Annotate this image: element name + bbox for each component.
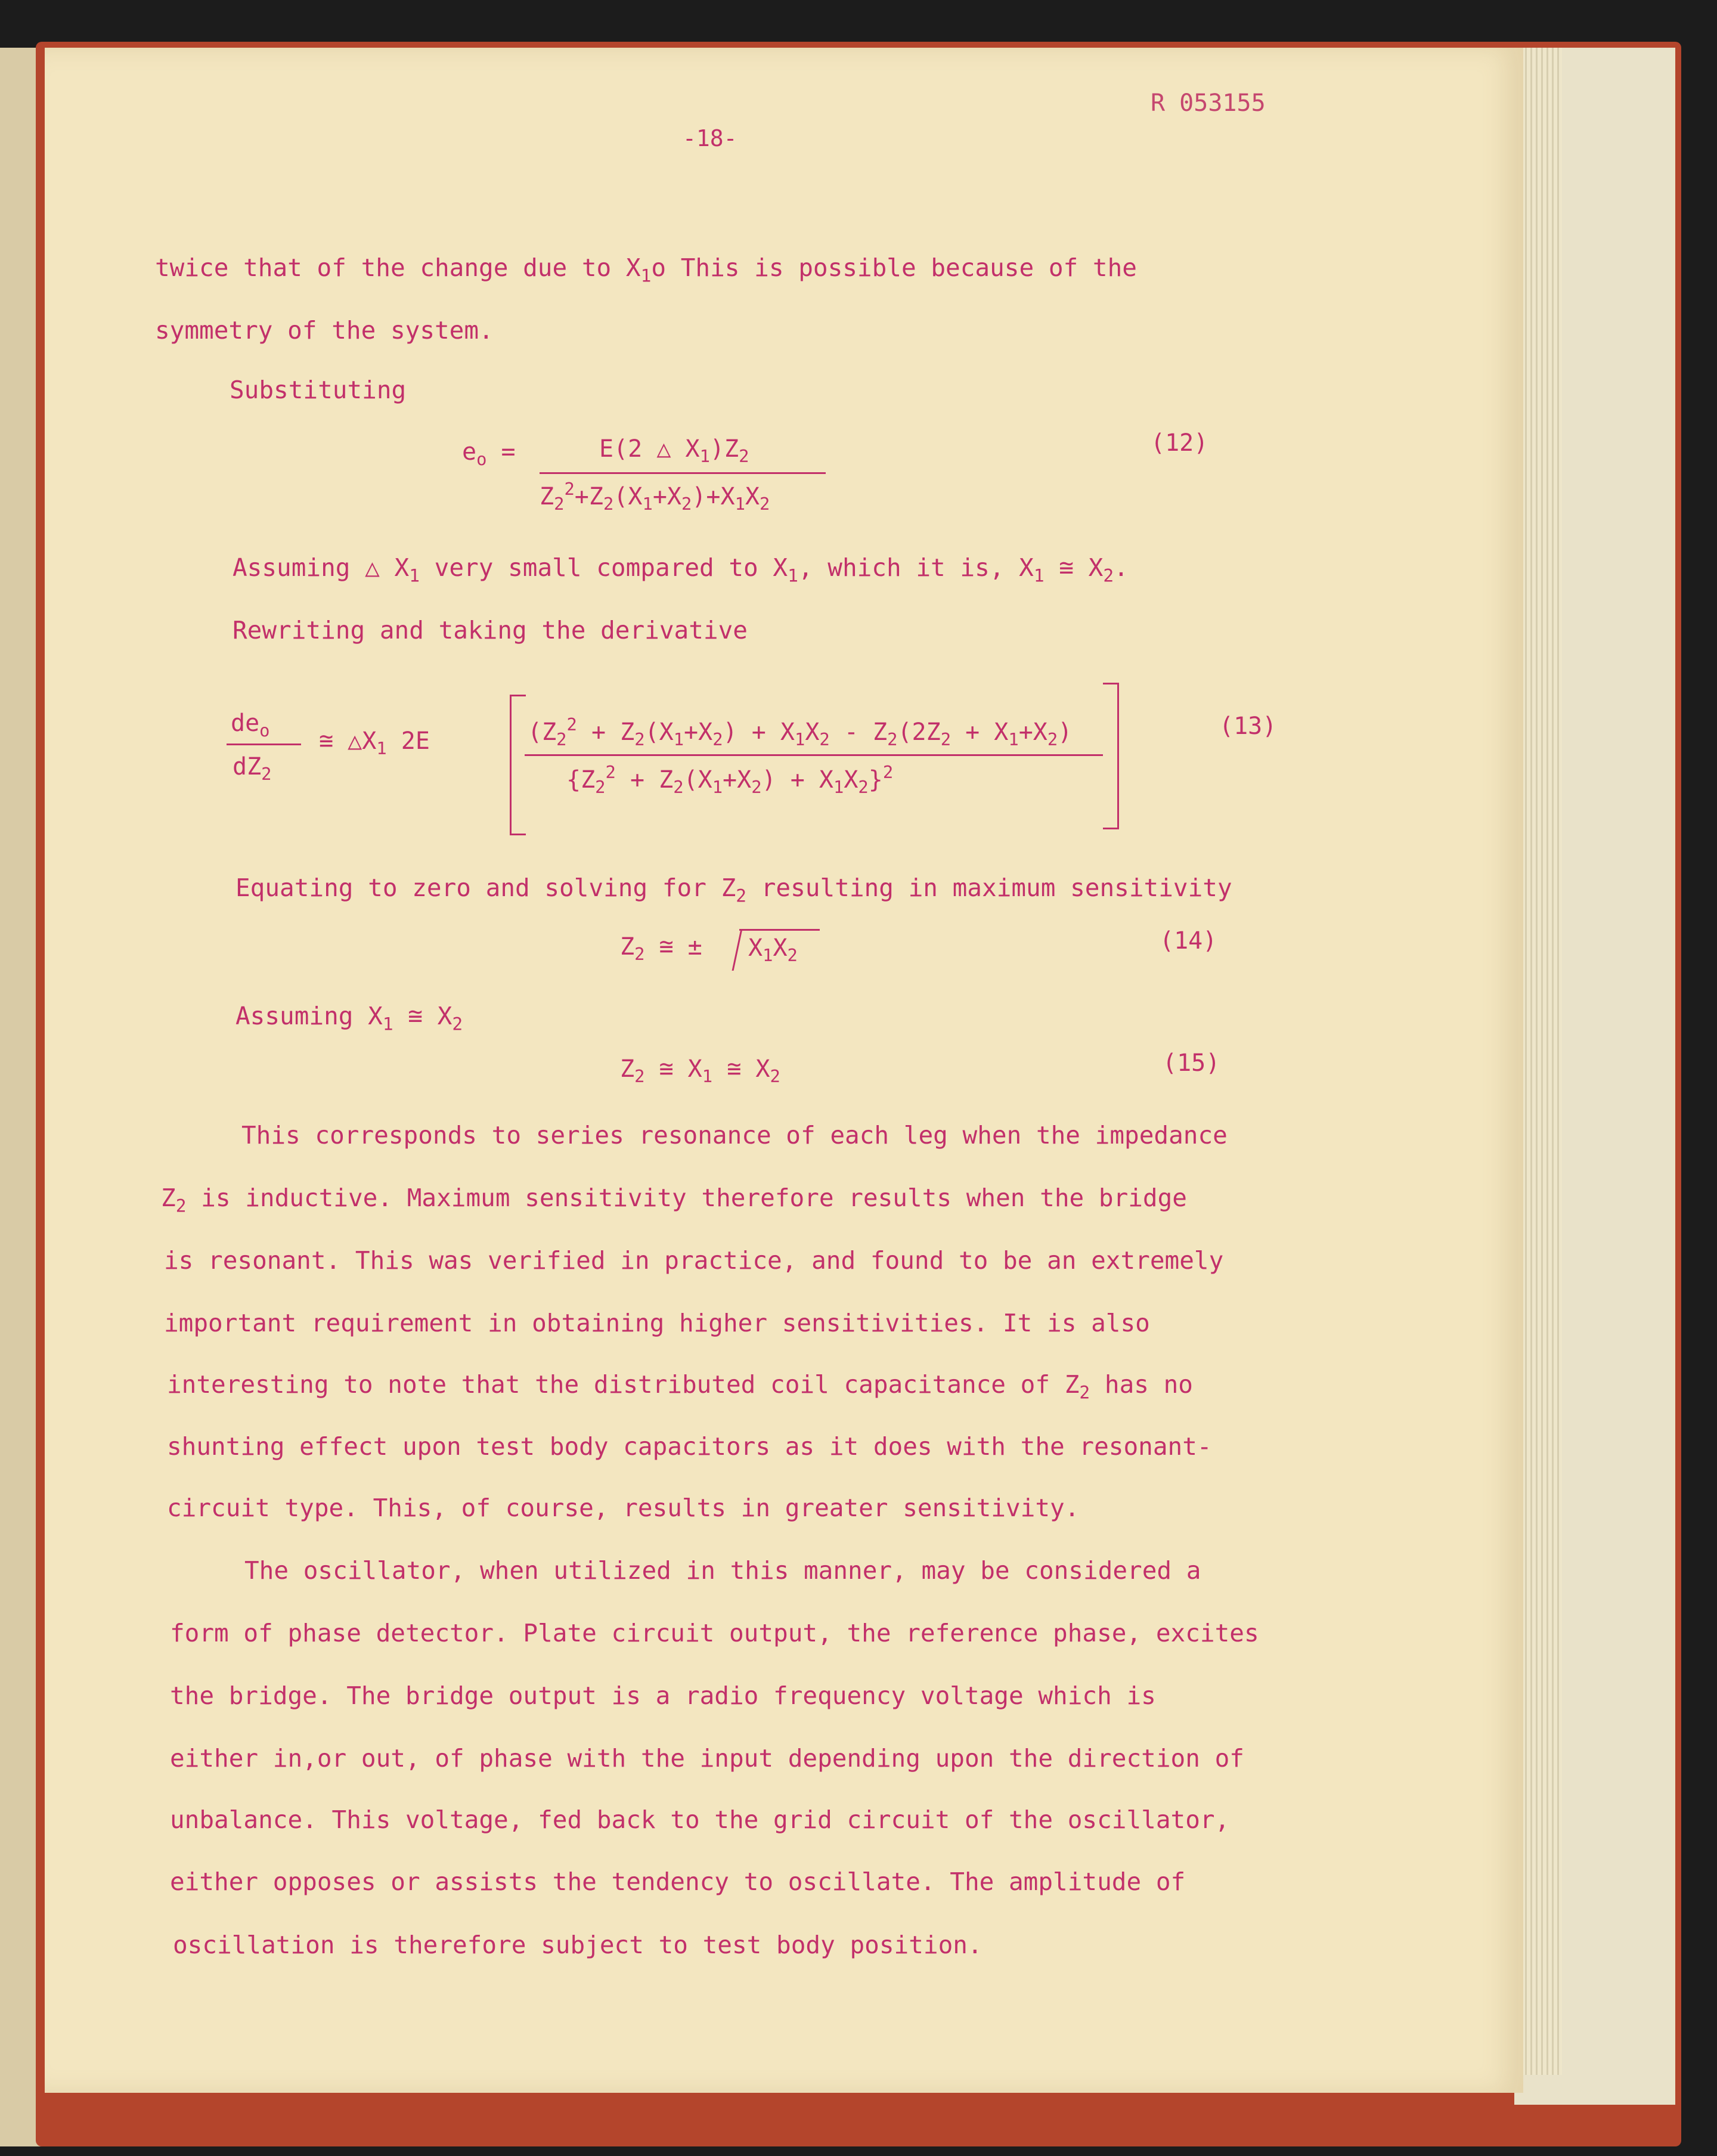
eq13-label: (13) — [1219, 713, 1277, 740]
paragraph-2-line-5: unbalance. This voltage, fed back to the grid circuit of the oscillator, — [170, 1805, 1230, 1834]
eq13-left-bracket — [510, 695, 526, 835]
eq12-fraction-bar — [540, 472, 826, 474]
eq13-right-bracket — [1103, 683, 1119, 829]
eq14-root-bar — [739, 929, 820, 931]
paragraph-1-line-3: is resonant. This was verified in practice, and found to be an extremely — [164, 1246, 1224, 1275]
eq12-label: (12) — [1151, 429, 1208, 457]
eq14-radicand: $X_1X_2$ — [748, 934, 798, 966]
paragraph-2-line-1: The oscillator, when utilized in this manner, may be considered a — [244, 1556, 1201, 1585]
paragraph-1-line-6: shunting effect upon test body capacitors as it does with the resonant- — [167, 1432, 1212, 1461]
eq13-lhs-bar — [227, 744, 301, 745]
eq15-label: (15) — [1163, 1049, 1220, 1077]
paragraph-2-line-4: either in,or out, of phase with the input depending upon the direction of — [170, 1744, 1244, 1773]
text-line-1: twice that of the change due to $X_1o$ This is possible because of the — [155, 253, 1137, 286]
text-line-2: symmetry of the system. — [155, 316, 494, 345]
eq14-label: (14) — [1160, 927, 1217, 955]
eq15: $Z_2$ ≅ $X_1$ ≅ $X_2$ — [620, 1055, 780, 1087]
paragraph-2-line-6: either opposes or assists the tendency to oscillate. The amplitude of — [170, 1867, 1186, 1896]
eq14-lhs: $Z_2$ ≅ ± — [620, 933, 702, 965]
archive-stamp: R 053155 — [1151, 89, 1266, 117]
paragraph-1-line-4: important requirement in obtaining higher sensitivities. It is also — [164, 1309, 1150, 1337]
paragraph-1-line-5: interesting to note that the distributed coil capacitance of $Z_2$ has no — [167, 1370, 1193, 1403]
assuming-equal-line: Assuming $X_1$ ≅ $X_2$ — [235, 1002, 463, 1034]
eq14-root-sign — [732, 929, 743, 971]
page-number: -18- — [683, 125, 737, 151]
eq13-factor: ≅ $\triangle X_1$ 2E — [319, 727, 430, 759]
paragraph-1-line-1: This corresponds to series resonance of each leg when the impedance — [241, 1121, 1228, 1150]
paragraph-2-line-3: the bridge. The bridge output is a radio frequency voltage which is — [170, 1681, 1156, 1710]
paragraph-1-line-2: $Z_2$ is inductive. Maximum sensitivity therefore results when the bridge — [161, 1184, 1187, 1216]
eq13-lhs-numerator: $de_o$ — [231, 710, 270, 741]
equating-line: Equating to zero and solving for $Z_2$ resulting in maximum sensitivity — [235, 873, 1232, 906]
eq13-lhs-denominator: $dZ_2$ — [233, 753, 272, 785]
eq13-numerator: ($Z_2^2 + Z_2(X_1+X_2) + X_1X_2 - Z_2(2Z_2 + X_1+X_2)$ — [528, 714, 1073, 750]
paragraph-2-line-2: form of phase detector. Plate circuit output, the reference phase, excites — [170, 1619, 1259, 1647]
rewriting-line: Rewriting and taking the derivative — [233, 616, 748, 645]
document-page — [45, 48, 1523, 2093]
assuming-line: Assuming △ $X_1$ very small compared to $X_1$, which it is, $X_1$ ≅ $X_2$. — [233, 553, 1129, 586]
eq13-denominator: $\{Z_2^2 + Z_2(X_1+X_2) + X_1X_2\}^2$ — [566, 762, 894, 798]
substituting-label: Substituting — [230, 376, 407, 404]
eq12-numerator: E(2 △ $X_1)Z_2$ — [599, 435, 749, 467]
paragraph-2-line-7: oscillation is therefore subject to test body position. — [173, 1931, 983, 1959]
eq12-lhs: $e_o$ = — [462, 438, 516, 470]
eq12-denominator: $Z_2^2+Z_2(X_1+X_2)+X_1X_2$ — [540, 479, 770, 515]
paragraph-1-line-7: circuit type. This, of course, results in greater sensitivity. — [167, 1494, 1080, 1522]
eq13-fraction-bar — [525, 754, 1103, 756]
